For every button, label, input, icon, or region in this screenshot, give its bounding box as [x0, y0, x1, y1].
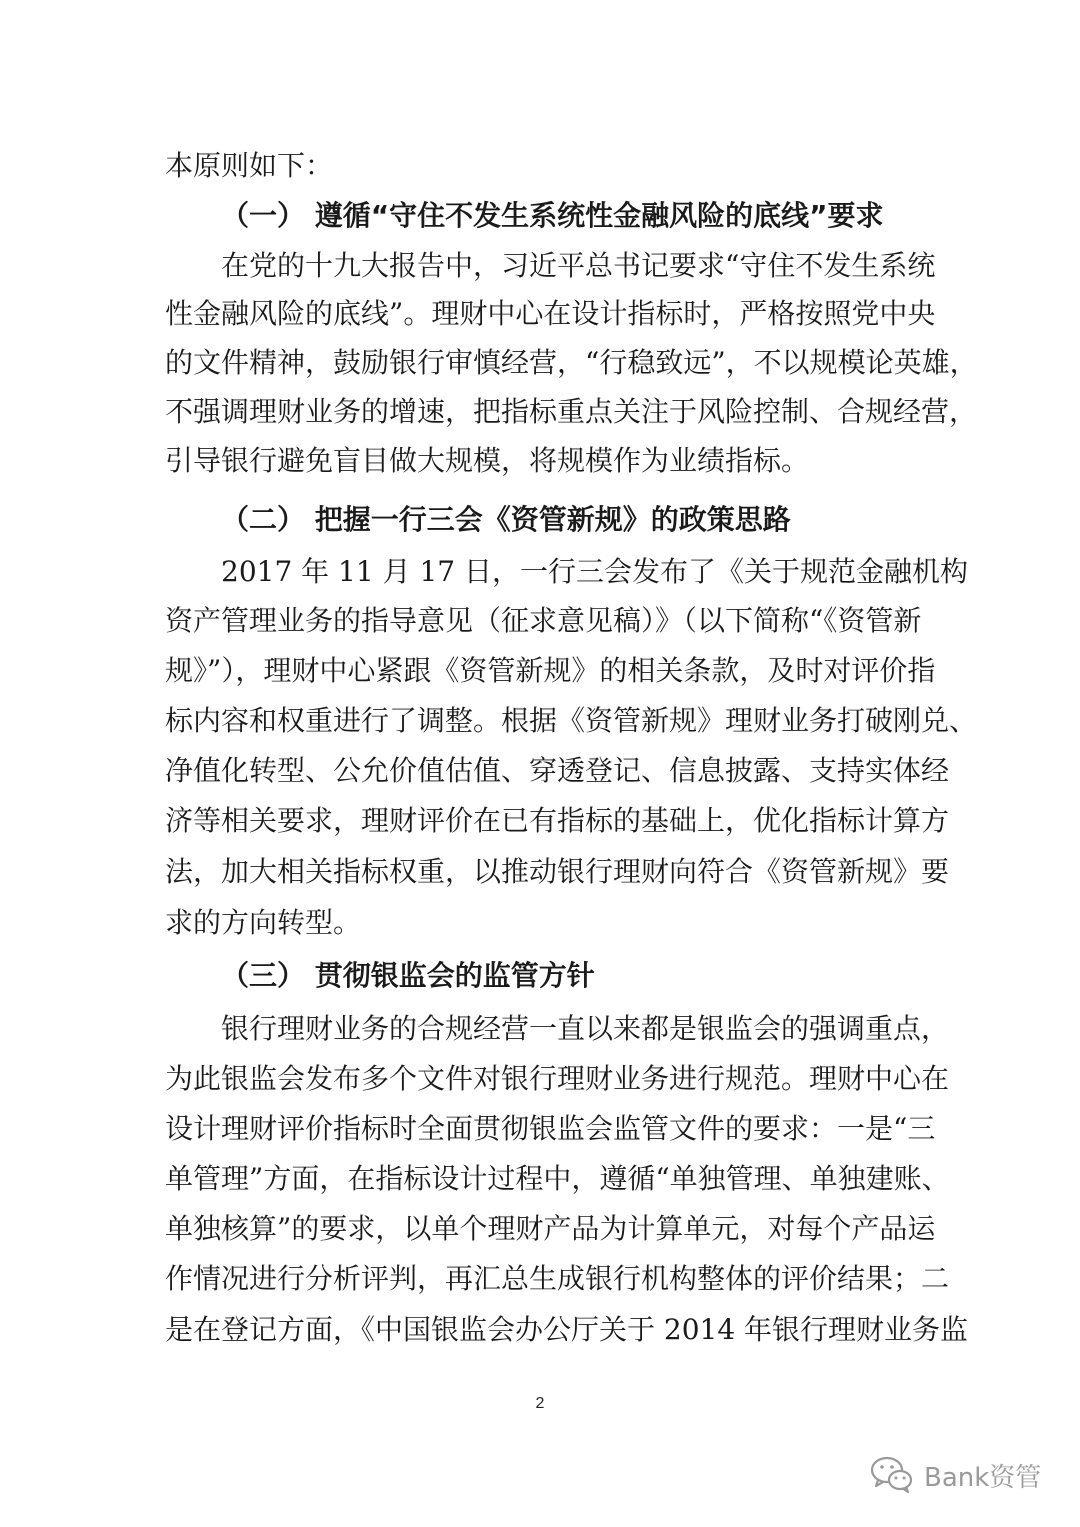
paragraph-line: 法，加大相关指标权重，以推动银行理财向符合《资管新规》要 [165, 855, 950, 888]
paragraph-line: 设计理财评价指标时全面贯彻银监会监管文件的要求：一是“三 [165, 1112, 936, 1145]
paragraph-line: 为此银监会发布多个文件对银行理财业务进行规范。理财中心在 [165, 1062, 950, 1095]
section-heading-1: （一） 遵循“守住不发生系统性金融风险的底线”要求 [221, 199, 884, 232]
paragraph-line: 济等相关要求，理财评价在已有指标的基础上，优化指标计算方 [165, 804, 950, 837]
paragraph-line: 本原则如下： [165, 149, 334, 182]
paragraph-line: 不强调理财业务的增速，把指标重点关注于风险控制、合规经营， [165, 395, 978, 428]
paragraph-line: 标内容和权重进行了调整。根据《资管新规》理财业务打破刚兑、 [165, 704, 978, 737]
paragraph-line: 单管理”方面，在指标设计过程中，遵循“单独管理、单独建账、 [165, 1162, 950, 1195]
section-heading-2: （二） 把握一行三会《资管新规》的政策思路 [221, 503, 791, 536]
paragraph-line: 性金融风险的底线”。理财中心在设计指标时，严格按照党中央 [165, 297, 936, 330]
paragraph-line: 引导银行避免盲目做大规模，将规模作为业绩指标。 [165, 444, 810, 477]
paragraph-line: 2017 年 11 月 17 日，一行三会发布了《关于规范金融机构 [221, 555, 969, 588]
paragraph-line: 是在登记方面，《中国银监会办公厅关于 2014 年银行理财业务监 [165, 1313, 969, 1346]
paragraph-line: 求的方向转型。 [165, 906, 362, 939]
paragraph-line: 作情况进行分析评判，再汇总生成银行机构整体的评价结果；二 [165, 1262, 950, 1295]
page-number: 2 [535, 1395, 545, 1412]
watermark [870, 1450, 1041, 1500]
section-heading-3: （三） 贯彻银监会的监管方针 [221, 959, 595, 992]
paragraph-line: 规》”），理财中心紧跟《资管新规》的相关条款，及时对评价指 [165, 654, 936, 687]
paragraph-line: 资产管理业务的指导意见（征求意见稿）》（以下简称“《资管新 [165, 604, 922, 637]
paragraph-line: 在党的十九大报告中，习近平总书记要求“守住不发生系统 [221, 249, 936, 282]
paragraph-line: 银行理财业务的合规经营一直以来都是银监会的强调重点， [221, 1012, 950, 1045]
wechat-icon [870, 1455, 914, 1495]
paragraph-line: 净值化转型、公允价值估值、穿透登记、信息披露、支持实体经 [165, 754, 950, 787]
paragraph-line: 单独核算”的要求，以单个理财产品为计算单元，对每个产品运 [165, 1212, 936, 1245]
paragraph-line: 的文件精神，鼓励银行审慎经营，“行稳致远”，不以规模论英雄， [165, 346, 978, 379]
watermark-text: Bank资管 [924, 1462, 1042, 1493]
